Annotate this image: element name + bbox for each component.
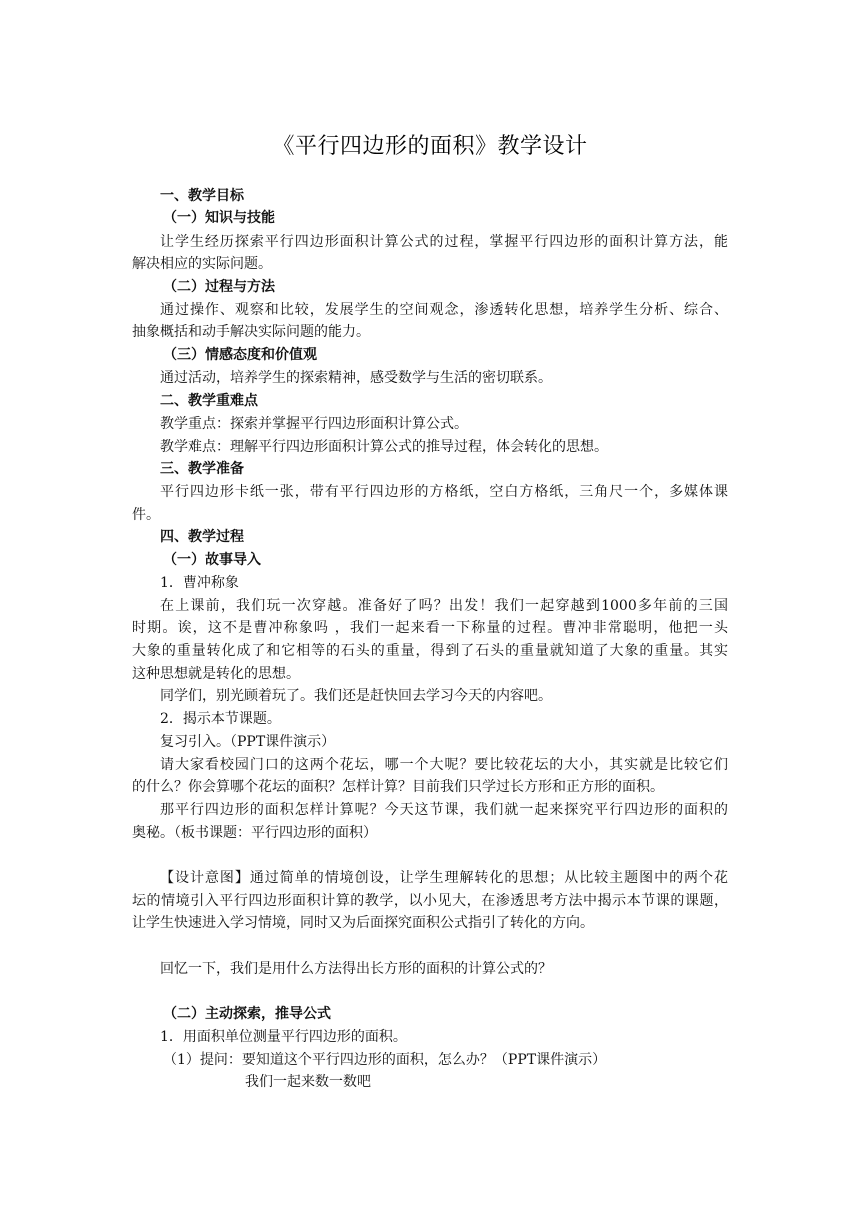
subsection-heading: （二）过程与方法 (163, 279, 275, 295)
paragraph-line: 2．揭示本节课题。 (160, 711, 281, 727)
paragraph-line: 教学重点：探索并掌握平行四边形面积计算公式。 (160, 416, 468, 432)
section-heading-4: 四、教学过程 (160, 529, 244, 545)
paragraph-line: 1．曹冲称象 (160, 575, 239, 591)
subsection-heading: （一）故事导入 (163, 552, 261, 568)
design-intent-line: 【设计意图】通过简单的情境创设，让学生理解转化的思想；从比较主题图中的两个花 (160, 870, 728, 886)
paragraph-line: 通过操作、观察和比较，发展学生的空间观念，渗透转化思想，培养学生分析、综合、 (160, 302, 728, 318)
section-heading-3: 三、教学准备 (160, 461, 244, 477)
paragraph-line: 1．用面积单位测量平行四边形的面积。 (160, 1029, 407, 1045)
paragraph-line: 解决相应的实际问题。 (132, 256, 272, 272)
paragraph-line: 平行四边形卡纸一张，带有平行四边形的方格纸，空白方格纸，三角尺一个，多媒体课 (160, 484, 728, 500)
paragraph-line: 复习引入。（PPT课件演示） (160, 734, 336, 750)
subsection-heading: （二）主动探索，推导公式 (163, 1006, 331, 1022)
paragraph-line: 时期。诶，这不是曹冲称象吗 ，我们一起来看一下称量的过程。曹冲非常聪明，他把一头 (132, 620, 728, 636)
subsection-heading: （三）情感态度和价值观 (163, 347, 317, 363)
paragraph-line: 通过活动，培养学生的探索精神，感受数学与生活的密切联系。 (160, 370, 552, 386)
subsection-heading: （一）知识与技能 (163, 210, 275, 226)
paragraph-line: 奥秘。（板书课题：平行四边形的面积） (132, 825, 377, 841)
document-title: 《平行四边形的面积》教学设计 (272, 134, 588, 159)
paragraph-line: 大象的重量转化成了和它相等的石头的重量，得到了石头的重量就知道了大象的重量。其实 (132, 643, 728, 659)
paragraph-line: 件。 (132, 507, 160, 523)
paragraph-line: 同学们，别光顾着玩了。我们还是赶快回去学习今天的内容吧。 (160, 688, 552, 704)
paragraph-line: 教学难点：理解平行四边形面积计算公式的推导过程，体会转化的思想。 (160, 439, 608, 455)
section-heading-2: 二、教学重难点 (160, 393, 258, 409)
paragraph-line: 抽象概括和动手解决实际问题的能力。 (132, 324, 370, 340)
paragraph-line: 让学生经历探索平行四边形面积计算公式的过程，掌握平行四边形的面积计算方法，能 (160, 234, 728, 250)
paragraph-line: 请大家看校园门口的这两个花坛，哪一个大呢？要比较花坛的大小，其实就是比较它们 (160, 757, 728, 773)
paragraph-line: 在上课前，我们玩一次穿越。准备好了吗？出发！我们一起穿越到1000多年前的三国 (160, 598, 728, 614)
paragraph-line: 我们一起来数一数吧 (245, 1074, 371, 1090)
design-intent-line: 坛的情境引入平行四边形面积计算的教学，以小见大，在渗透思考方法中揭示本节课的课题， (132, 893, 728, 909)
paragraph-line: （1）提问：要知道这个平行四边形的面积，怎么办？（PPT课件演示） (163, 1052, 607, 1068)
paragraph-line: 回忆一下，我们是用什么方法得出长方形的面积的计算公式的？ (160, 961, 552, 977)
section-heading-1: 一、教学目标 (160, 188, 244, 204)
paragraph-line: 的什么？你会算哪个花坛的面积？怎样计算？目前我们只学过长方形和正方形的面积。 (132, 779, 664, 795)
paragraph-line: 这种思想就是转化的思想。 (132, 666, 300, 682)
design-intent-line: 让学生快速进入学习情境，同时又为后面探究面积公式指引了转化的方向。 (132, 915, 594, 931)
paragraph-line: 那平行四边形的面积怎样计算呢？今天这节课，我们就一起来探究平行四边形的面积的 (160, 802, 728, 818)
